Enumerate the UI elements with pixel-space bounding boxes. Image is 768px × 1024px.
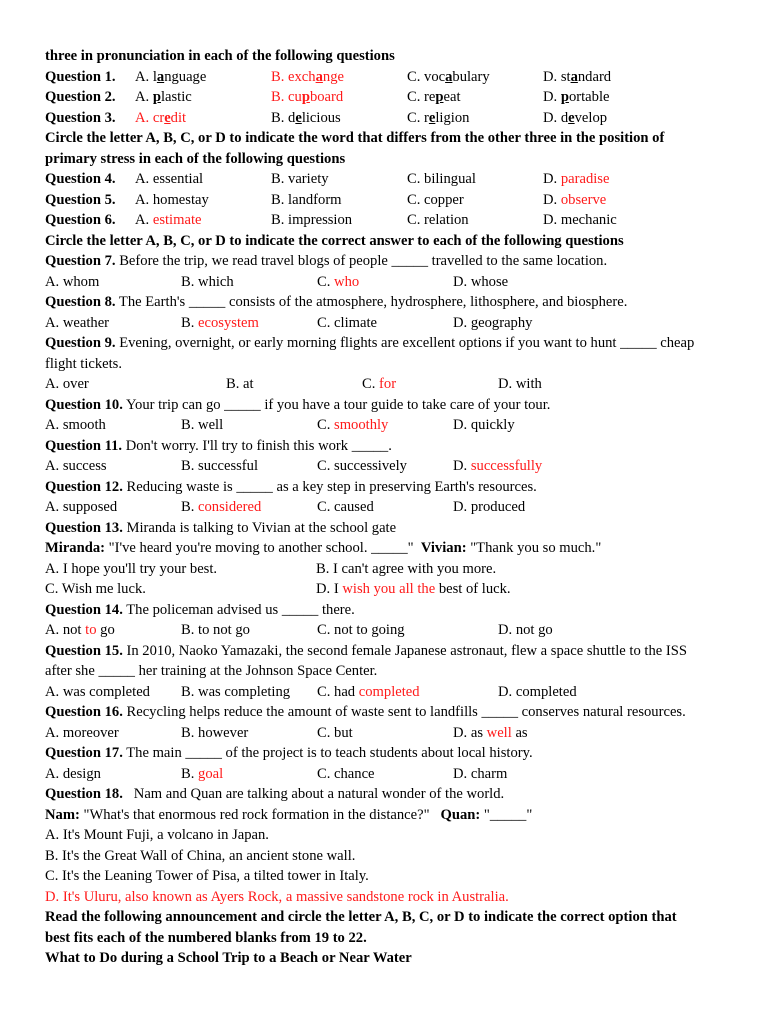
instruction-correct-answer: Circle the letter A, B, C, or D to indicate the correct answer to each of the following questions <box>45 232 624 249</box>
question-13-dialogue: Miranda: "I've heard you're moving to another school. _____" Vivian: "Thank you so much." <box>45 540 602 556</box>
option-a[interactable]: A. whom <box>45 273 100 290</box>
question-18-option-a[interactable]: A. It's Mount Fuji, a volcano in Japan. <box>45 827 269 843</box>
question-label: Question 6. <box>45 212 116 228</box>
question-4 <box>45 169 725 190</box>
option-b[interactable]: B. ecosystem <box>181 314 259 331</box>
question-8-options <box>45 313 725 334</box>
question-3 <box>45 108 725 129</box>
option-a[interactable]: A. estimate <box>135 212 202 228</box>
question-18-option-d[interactable]: D. It's Uluru, also known as Ayers Rock, a massive sandstone rock in Australia. <box>45 888 509 905</box>
option-a[interactable]: A. moreover <box>45 724 119 741</box>
option-b[interactable]: B. impression <box>271 212 353 228</box>
option-c[interactable]: C. chance <box>317 765 375 782</box>
option-d[interactable]: D. geography <box>453 314 533 331</box>
question-11-options <box>45 456 725 477</box>
option-c[interactable]: C. not to going <box>317 622 405 638</box>
option-a[interactable]: A. homestay <box>135 191 209 208</box>
instruction-stress-line2: primary stress in each of the following questions <box>45 150 346 167</box>
option-d[interactable]: D. develop <box>543 109 608 126</box>
question-18-dialogue: Nam: "What's that enormous red rock formation in the distance?" Quan: "_____" <box>45 806 533 823</box>
option-a[interactable]: A. plastic <box>135 89 192 105</box>
question-14-options <box>45 620 725 641</box>
option-b[interactable]: B. cupboard <box>271 89 344 105</box>
question-13-options-ab <box>45 559 725 580</box>
option-c[interactable]: C. religion <box>407 109 470 126</box>
instruction-stress-line1: Circle the letter A, B, C, or D to indicate the word that differs from the other three in the position of <box>45 130 665 146</box>
option-d[interactable]: D. completed <box>498 683 577 700</box>
question-label: Question 1. <box>45 68 116 85</box>
option-a[interactable]: A. weather <box>45 314 110 331</box>
worksheet-content <box>45 46 725 969</box>
option-b[interactable]: B. was completing <box>181 683 291 700</box>
option-c[interactable]: C. climate <box>317 314 377 331</box>
option-a[interactable]: A. not to go <box>45 622 115 638</box>
option-a[interactable]: A. over <box>45 376 89 392</box>
option-a[interactable]: A. I hope you'll try your best. <box>45 560 218 577</box>
option-d[interactable]: D. paradise <box>543 171 610 187</box>
question-15: Question 15. In 2010, Naoko Yamazaki, the second female Japanese astronaut, flew a space shuttle to the ISS after she _____ her training at the Johnson Space Center. <box>45 642 687 679</box>
option-b[interactable]: B. at <box>226 376 254 392</box>
question-5 <box>45 190 725 211</box>
option-c[interactable]: C. bilingual <box>407 171 476 187</box>
option-b[interactable]: B. successful <box>181 458 259 474</box>
question-label: Question 4. <box>45 171 116 187</box>
option-b[interactable]: B. to not go <box>181 622 250 638</box>
option-b[interactable]: B. goal <box>181 765 224 782</box>
option-d[interactable]: D. as well as <box>453 724 528 741</box>
question-13: Question 13. Miranda is talking to Vivian at the school gate <box>45 519 397 536</box>
question-18: Question 18. Nam and Quan are talking about a natural wonder of the world. <box>45 786 505 802</box>
question-2 <box>45 87 725 108</box>
question-10-options <box>45 415 725 436</box>
option-c[interactable]: C. copper <box>407 191 464 208</box>
question-8: Question 8. The Earth's _____ consists of the atmosphere, hydrosphere, lithosphere, and biosphere. <box>45 294 628 310</box>
option-c[interactable]: C. successively <box>317 458 407 474</box>
question-17-options <box>45 764 725 785</box>
question-18-option-c[interactable]: C. It's the Leaning Tower of Pisa, a tilted tower in Italy. <box>45 868 369 884</box>
option-d[interactable]: D. whose <box>453 273 509 290</box>
question-label: Question 5. <box>45 191 116 208</box>
option-b[interactable]: B. exchange <box>271 68 344 85</box>
option-c[interactable]: C. but <box>317 724 353 741</box>
option-b[interactable]: B. however <box>181 724 249 741</box>
question-16: Question 16. Recycling helps reduce the amount of waste sent to landfills _____ conserves natural resources. <box>45 704 686 720</box>
option-d[interactable]: D. charm <box>453 765 508 782</box>
question-7: Question 7. Before the trip, we read travel blogs of people _____ travelled to the same location. <box>45 253 608 269</box>
option-b[interactable]: B. considered <box>181 499 262 515</box>
instruction-reading-line2: best fits each of the numbered blanks from 19 to 22. <box>45 929 367 946</box>
option-d[interactable]: D. with <box>498 376 542 392</box>
question-16-options <box>45 723 725 744</box>
option-c[interactable]: C. caused <box>317 499 374 515</box>
option-d[interactable]: D. standard <box>543 68 612 85</box>
question-17: Question 17. The main _____ of the project is to teach students about local history. <box>45 745 533 761</box>
option-b[interactable]: B. which <box>181 273 234 290</box>
question-6 <box>45 210 725 231</box>
option-b[interactable]: B. variety <box>271 171 329 187</box>
option-a[interactable]: A. success <box>45 458 107 474</box>
option-c[interactable]: C. who <box>317 273 360 290</box>
question-12-options <box>45 497 725 518</box>
instruction-reading-line1: Read the following announcement and circle the letter A, B, C, or D to indicate the correct option that <box>45 909 677 925</box>
question-14: Question 14. The policeman advised us _____ there. <box>45 601 355 618</box>
option-b[interactable]: B. well <box>181 417 224 433</box>
question-label: Question 3. <box>45 109 116 126</box>
option-d[interactable]: D. produced <box>453 499 526 515</box>
option-c[interactable]: C. Wish me luck. <box>45 581 146 597</box>
question-12: Question 12. Reducing waste is _____ as a key step in preserving Earth's resources. <box>45 478 537 495</box>
option-c[interactable]: C. smoothly <box>317 417 389 433</box>
option-d[interactable]: D. I wish you all the best of luck. <box>316 581 511 597</box>
option-b[interactable]: B. delicious <box>271 109 341 126</box>
option-d[interactable]: D. portable <box>543 89 610 105</box>
question-10: Question 10. Your trip can go _____ if you have a tour guide to take care of your tour. <box>45 396 551 413</box>
option-b[interactable]: B. landform <box>271 191 342 208</box>
reading-title: What to Do during a School Trip to a Beach or Near Water <box>45 950 412 966</box>
question-9-options <box>45 374 725 395</box>
option-a[interactable]: A. credit <box>135 109 187 126</box>
option-c[interactable]: C. had completed <box>317 683 420 700</box>
option-a[interactable]: A. smooth <box>45 417 106 433</box>
option-a[interactable]: A. was completed <box>45 683 150 700</box>
option-c[interactable]: C. relation <box>407 212 469 228</box>
instruction-pronunciation: three in pronunciation in each of the following questions <box>45 48 395 64</box>
option-d[interactable]: D. quickly <box>453 417 515 433</box>
question-11: Question 11. Don't worry. I'll try to finish this work _____. <box>45 437 392 454</box>
question-7-options <box>45 272 725 293</box>
option-a[interactable]: A. supposed <box>45 499 118 515</box>
option-a[interactable]: A. design <box>45 765 101 782</box>
option-d[interactable]: D. mechanic <box>543 212 617 228</box>
option-a[interactable]: A. language <box>135 68 207 85</box>
question-18-option-b[interactable]: B. It's the Great Wall of China, an ancient stone wall. <box>45 847 356 864</box>
option-c[interactable]: C. repeat <box>407 89 461 105</box>
option-a[interactable]: A. essential <box>135 171 204 187</box>
option-c[interactable]: C. for <box>362 376 397 392</box>
option-d[interactable]: D. observe <box>543 191 607 208</box>
question-15-options <box>45 682 725 703</box>
question-9: Question 9. Evening, overnight, or early morning flights are excellent options if you want to hunt _____ cheap flight tickets. <box>45 335 695 372</box>
question-label: Question 2. <box>45 89 116 105</box>
question-1 <box>45 67 725 88</box>
option-b[interactable]: B. I can't agree with you more. <box>316 560 497 577</box>
option-d[interactable]: D. not go <box>498 622 553 638</box>
question-13-options-cd <box>45 579 725 600</box>
option-c[interactable]: C. vocabulary <box>407 68 490 85</box>
option-d[interactable]: D. successfully <box>453 458 543 474</box>
